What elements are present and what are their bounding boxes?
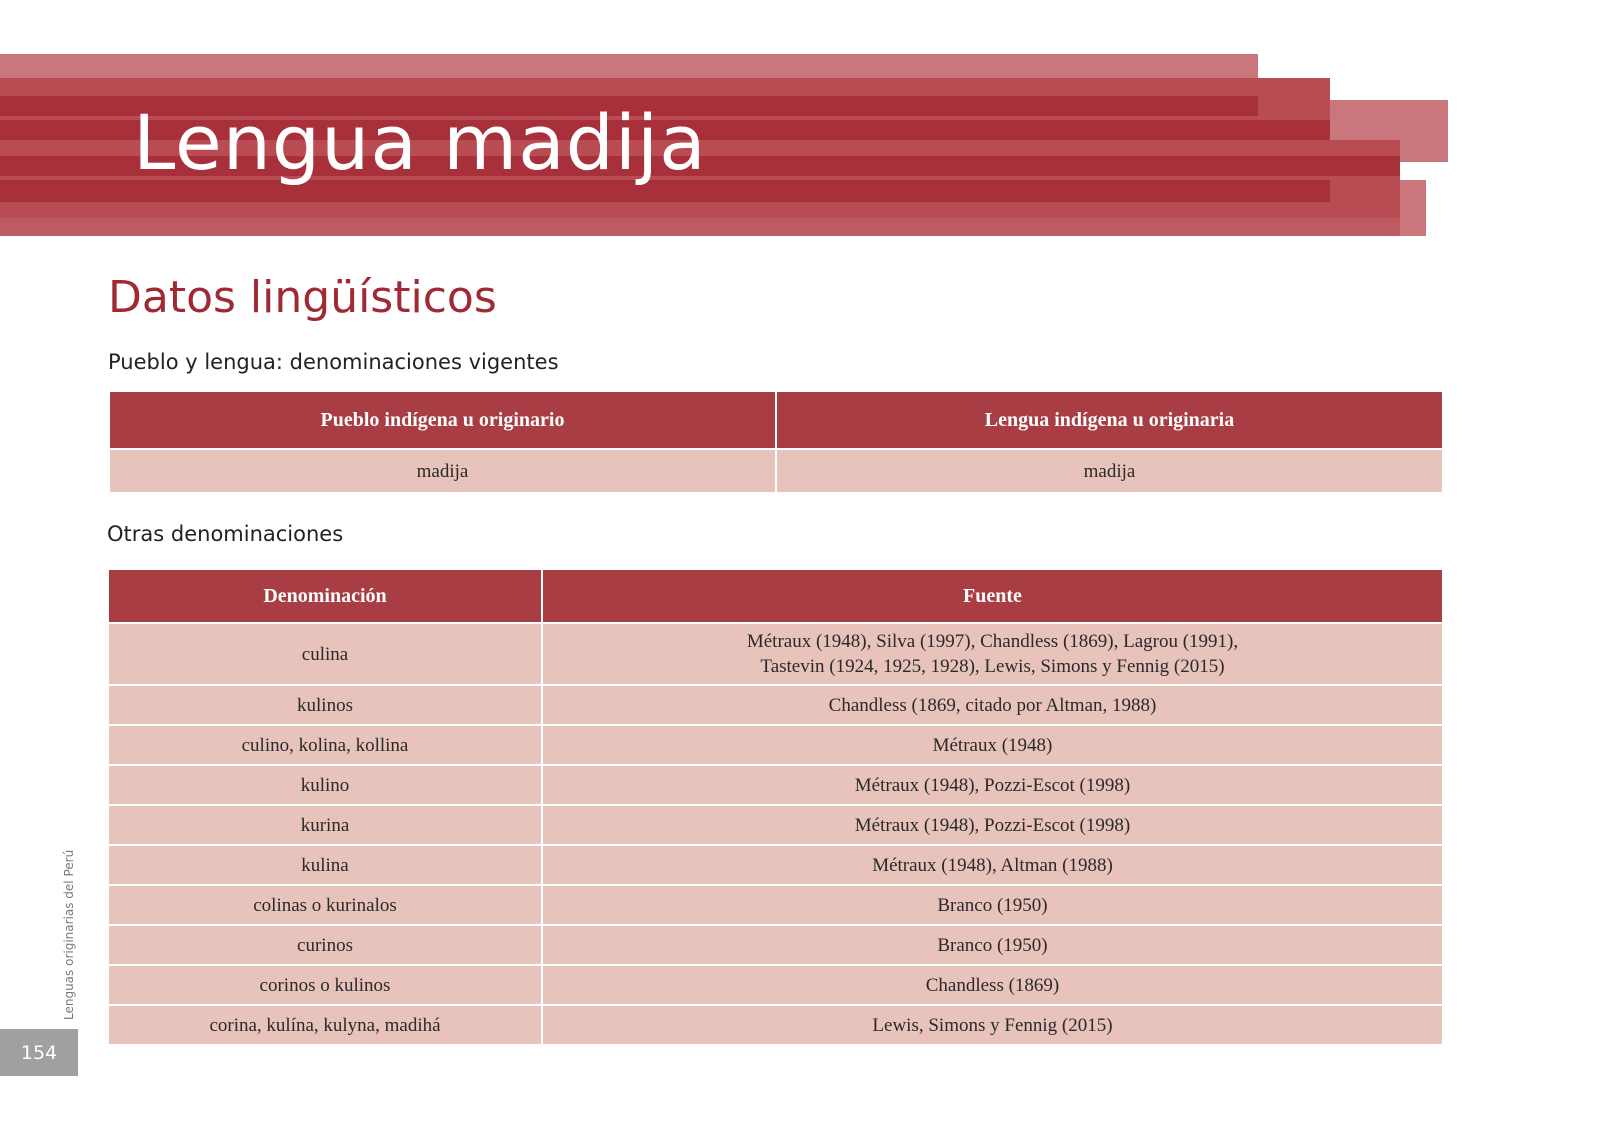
- table-cell: kulina: [108, 845, 542, 885]
- table-row: [108, 965, 1443, 1005]
- table-cell: Métraux (1948), Pozzi-Escot (1998): [542, 805, 1443, 845]
- column-header: Lengua indígena u originaria: [776, 391, 1443, 449]
- table-row: [108, 925, 1443, 965]
- running-footer-text: Lenguas originarias del Perú: [62, 849, 76, 1020]
- table-cell: madija: [776, 449, 1443, 493]
- table-cell: Métraux (1948), Pozzi-Escot (1998): [542, 765, 1443, 805]
- table-row: [108, 685, 1443, 725]
- table-cell: kulinos: [108, 685, 542, 725]
- table-cell: Chandless (1869, citado por Altman, 1988): [542, 685, 1443, 725]
- page-number: 154: [0, 1029, 78, 1076]
- table-row: [108, 765, 1443, 805]
- table-row: [108, 805, 1443, 845]
- column-header: Fuente: [542, 569, 1443, 623]
- table-row: [108, 1005, 1443, 1045]
- table-row: [108, 845, 1443, 885]
- source-line: Tastevin (1924, 1925, 1928), Lewis, Simons y Fennig (2015): [760, 656, 1225, 677]
- source-line: Métraux (1948), Silva (1997), Chandless (1869), Lagrou (1991),: [746, 631, 1239, 652]
- table-cell: curinos: [108, 925, 542, 965]
- table-cell: culino, kolina, kollina: [108, 725, 542, 765]
- table-header-row: [109, 391, 1443, 449]
- column-header: Denominación: [108, 569, 542, 623]
- table-row: [109, 449, 1443, 493]
- table-cell: Lewis, Simons y Fennig (2015): [542, 1005, 1443, 1045]
- page-title: Lengua madija: [133, 98, 707, 187]
- table-cell: corinos o kulinos: [108, 965, 542, 1005]
- banner-stripe: [0, 218, 1400, 236]
- other-names-subtitle: Otras denominaciones: [107, 522, 344, 546]
- section-title: Datos lingüísticos: [108, 272, 497, 323]
- current-names-table: [108, 390, 1444, 494]
- table-cell: corina, kulína, kulyna, madihá: [108, 1005, 542, 1045]
- table-cell: madija: [109, 449, 776, 493]
- table-cell: kulino: [108, 765, 542, 805]
- table-row: [108, 725, 1443, 765]
- other-names-table: [107, 568, 1444, 1046]
- table-cell: [542, 623, 1443, 685]
- table-row: [108, 885, 1443, 925]
- table-cell: culina: [108, 623, 542, 685]
- column-header: Pueblo indígena u originario: [109, 391, 776, 449]
- table-header-row: [108, 569, 1443, 623]
- table-cell: Branco (1950): [542, 885, 1443, 925]
- table-cell: Chandless (1869): [542, 965, 1443, 1005]
- current-names-subtitle: Pueblo y lengua: denominaciones vigentes: [108, 350, 559, 374]
- table-cell: Branco (1950): [542, 925, 1443, 965]
- table-cell: colinas o kurinalos: [108, 885, 542, 925]
- table-cell: Métraux (1948), Altman (1988): [542, 845, 1443, 885]
- table-cell: Métraux (1948): [542, 725, 1443, 765]
- table-cell: kurina: [108, 805, 542, 845]
- table-row: [108, 623, 1443, 685]
